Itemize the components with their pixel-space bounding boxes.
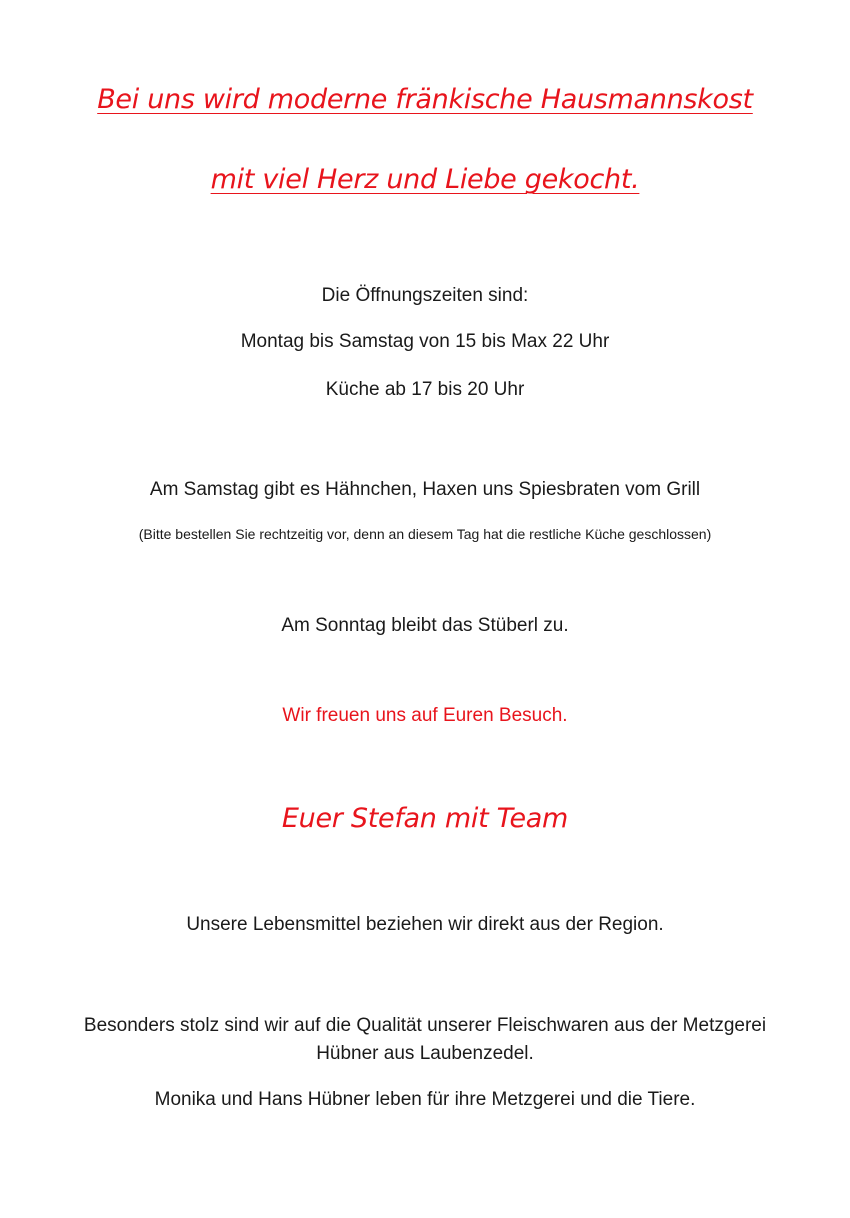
butcher-text-line-2: Hübner aus Laubenzedel. [316,1043,534,1064]
signature: Euer Stefan mit Team [281,803,569,834]
owners-text: Monika und Hans Hübner leben für ihre Metzgerei und die Tiere. [154,1089,696,1110]
butcher-text-line-1: Besonders stolz sind wir auf die Qualität unserer Fleischwaren aus der Metzgerei [83,1015,767,1036]
welcome-text: Wir freuen uns auf Euren Besuch. [282,705,568,726]
hours-days: Montag bis Samstag von 15 bis Max 22 Uhr [240,331,610,352]
headline-line-1: Bei uns wird moderne fränkische Hausmannskost [97,84,753,115]
sunday-closed-text: Am Sonntag bleibt das Stüberl zu. [281,615,569,636]
saturday-grill-text: Am Samstag gibt es Hähnchen, Haxen uns Spiesbraten vom Grill [149,479,701,500]
saturday-note: (Bitte bestellen Sie rechtzeitig vor, denn an diesem Tag hat die restliche Küche geschlossen) [138,526,712,542]
hours-kitchen: Küche ab 17 bis 20 Uhr [325,379,525,400]
headline-line-2: mit viel Herz und Liebe gekocht. [210,164,640,195]
hours-heading: Die Öffnungszeiten sind: [321,285,529,306]
sourcing-region-text: Unsere Lebensmittel beziehen wir direkt aus der Region. [186,914,664,935]
